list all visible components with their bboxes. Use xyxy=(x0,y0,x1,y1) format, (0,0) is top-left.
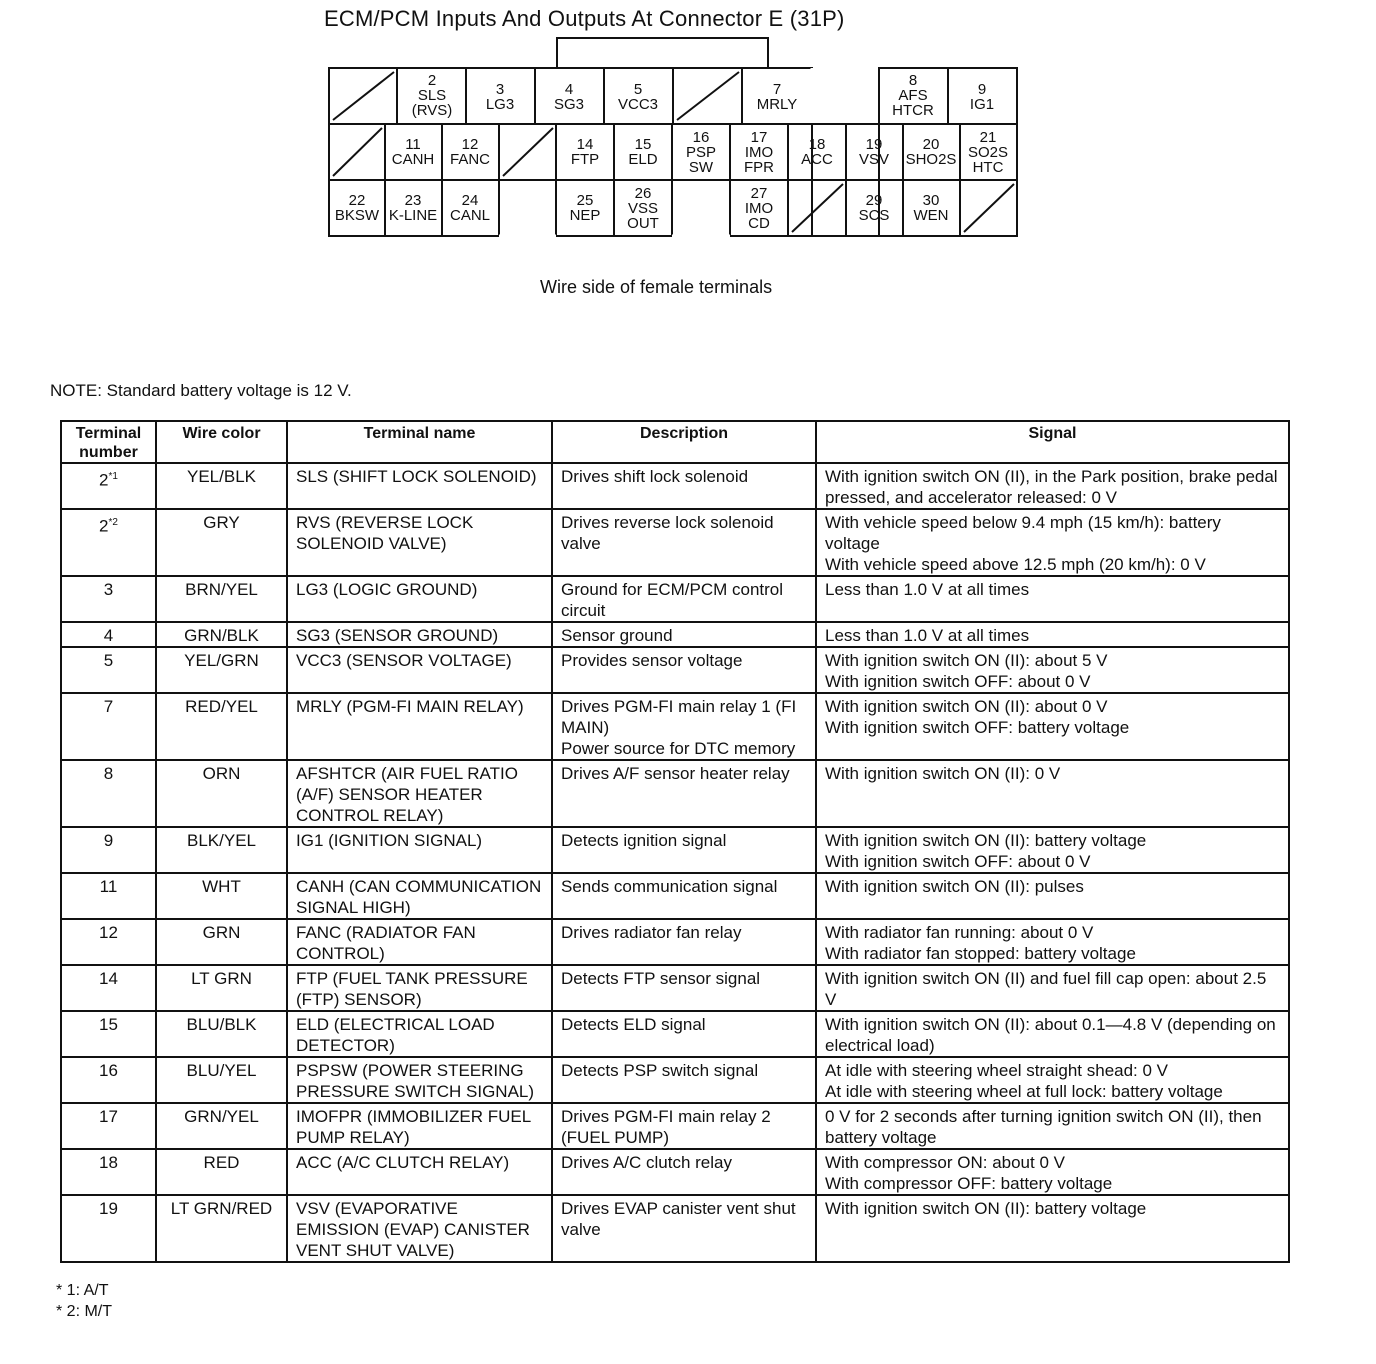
cell-terminal-number: 7 xyxy=(61,693,156,760)
terminal-23-label: 23 K-LINE xyxy=(388,192,438,224)
cell-signal: With ignition switch ON (II): battery voltage With ignition switch OFF: about 0 V xyxy=(816,827,1289,873)
table-row xyxy=(61,622,1289,647)
cell-terminal-name: MRLY (PGM-FI MAIN RELAY) xyxy=(287,693,552,760)
terminal-30-label: 30 WEN xyxy=(913,192,949,224)
terminal-9-label: 9 IG1 xyxy=(969,81,995,113)
terminal-29-label: 29 SCS xyxy=(858,192,890,224)
cell-description: Drives reverse lock solenoid valve xyxy=(552,509,816,576)
cell-signal: With ignition switch ON (II): about 5 V With ignition switch OFF: about 0 V xyxy=(816,647,1289,693)
table-row xyxy=(61,965,1289,1011)
cell-description: Drives EVAP canister vent shut valve xyxy=(552,1195,816,1262)
cell-signal: With ignition switch ON (II): about 0.1—4.8 V (depending on electrical load) xyxy=(816,1011,1289,1057)
cell-wire-color: BLU/BLK xyxy=(156,1011,287,1057)
cell-wire-color: GRN/YEL xyxy=(156,1103,287,1149)
cell-wire-color: ORN xyxy=(156,760,287,827)
cell-signal: With ignition switch ON (II) and fuel fill cap open: about 2.5 V xyxy=(816,965,1289,1011)
cell-signal: With ignition switch ON (II): 0 V xyxy=(816,760,1289,827)
cell-wire-color: GRN xyxy=(156,919,287,965)
cell-wire-color: GRN/BLK xyxy=(156,622,287,647)
header-terminal-name: Terminal name xyxy=(287,421,552,463)
cell-terminal-name: PSPSW (POWER STEERING PRESSURE SWITCH SIGNAL) xyxy=(287,1057,552,1103)
cell-wire-color: BLK/YEL xyxy=(156,827,287,873)
table-row xyxy=(61,919,1289,965)
cell-terminal-number: 19 xyxy=(61,1195,156,1262)
cell-signal: With radiator fan running: about 0 V With radiator fan stopped: battery voltage xyxy=(816,919,1289,965)
terminal-20-label: 20 SHO2S xyxy=(905,136,957,168)
cell-terminal-number: 16 xyxy=(61,1057,156,1103)
cell-terminal-number: 3 xyxy=(61,576,156,622)
cell-terminal-name: LG3 (LOGIC GROUND) xyxy=(287,576,552,622)
terminal-15-label: 15 ELD xyxy=(628,136,658,168)
terminal-11-label: 11 CANH xyxy=(391,136,435,168)
cell-signal: 0 V for 2 seconds after turning ignition switch ON (II), then battery voltage xyxy=(816,1103,1289,1149)
cell-terminal-name: SG3 (SENSOR GROUND) xyxy=(287,622,552,647)
terminal-8-label: 8 AFS HTCR xyxy=(892,72,934,119)
cell-description: Sensor ground xyxy=(552,622,816,647)
cell-terminal-name: FANC (RADIATOR FAN CONTROL) xyxy=(287,919,552,965)
cell-description: Ground for ECM/PCM control circuit xyxy=(552,576,816,622)
terminal-14-label: 14 FTP xyxy=(570,136,600,168)
header-signal: Signal xyxy=(816,421,1289,463)
cell-signal: Less than 1.0 V at all times xyxy=(816,622,1289,647)
table-row xyxy=(61,1195,1289,1262)
footnote-1: * 1: A/T xyxy=(56,1282,109,1299)
terminal-2-label: 2 SLS (RVS) xyxy=(411,72,453,119)
terminal-5-label: 5 VCC3 xyxy=(617,81,659,113)
table-header-row xyxy=(61,421,1289,463)
header-wire-color: Wire color xyxy=(156,421,287,463)
table-row xyxy=(61,509,1289,576)
cell-terminal-name: IG1 (IGNITION SIGNAL) xyxy=(287,827,552,873)
table-row xyxy=(61,1149,1289,1195)
cell-signal: Less than 1.0 V at all times xyxy=(816,576,1289,622)
cell-description: Drives A/F sensor heater relay xyxy=(552,760,816,827)
cell-terminal-name: FTP (FUEL TANK PRESSURE (FTP) SENSOR) xyxy=(287,965,552,1011)
cell-terminal-name: ELD (ELECTRICAL LOAD DETECTOR) xyxy=(287,1011,552,1057)
table-row xyxy=(61,693,1289,760)
cell-terminal-number: 2$^{*1}$ xyxy=(61,463,156,509)
table-row xyxy=(61,647,1289,693)
cell-description: Drives radiator fan relay xyxy=(552,919,816,965)
cell-terminal-name: RVS (REVERSE LOCK SOLENOID VALVE) xyxy=(287,509,552,576)
cell-wire-color: YEL/GRN xyxy=(156,647,287,693)
cell-terminal-name: CANH (CAN COMMUNICATION SIGNAL HIGH) xyxy=(287,873,552,919)
cell-wire-color: WHT xyxy=(156,873,287,919)
table-row xyxy=(61,1057,1289,1103)
cell-wire-color: LT GRN/RED xyxy=(156,1195,287,1262)
cell-terminal-number: 18 xyxy=(61,1149,156,1195)
cell-signal: With ignition switch ON (II): battery voltage xyxy=(816,1195,1289,1262)
cell-terminal-name: IMOFPR (IMMOBILIZER FUEL PUMP RELAY) xyxy=(287,1103,552,1149)
terminal-18-label: 18 ACC xyxy=(801,136,833,168)
terminal-3-label: 3 LG3 xyxy=(485,81,515,113)
terminal-24-label: 24 CANL xyxy=(449,192,491,224)
cell-terminal-number: 2$^{*2}$ xyxy=(61,509,156,576)
terminal-4-label: 4 SG3 xyxy=(553,81,585,113)
page-title: ECM/PCM Inputs And Outputs At Connector E (31P) xyxy=(324,6,845,31)
cell-wire-color: BLU/YEL xyxy=(156,1057,287,1103)
cell-terminal-number: 5 xyxy=(61,647,156,693)
terminal-22-label: 22 BKSW xyxy=(334,192,380,224)
table-row xyxy=(61,827,1289,873)
terminal-7-label: 7 MRLY xyxy=(756,81,798,113)
cell-signal: With ignition switch ON (II): pulses xyxy=(816,873,1289,919)
header-terminal-number: Terminal number xyxy=(61,421,156,463)
table-row xyxy=(61,1011,1289,1057)
cell-terminal-name: VSV (EVAPORATIVE EMISSION (EVAP) CANISTER VENT SHUT VALVE) xyxy=(287,1195,552,1262)
cell-terminal-number: 17 xyxy=(61,1103,156,1149)
cell-description: Drives PGM-FI main relay 2 (FUEL PUMP) xyxy=(552,1103,816,1149)
cell-terminal-name: VCC3 (SENSOR VOLTAGE) xyxy=(287,647,552,693)
cell-description: Drives shift lock solenoid xyxy=(552,463,816,509)
cell-description: Drives A/C clutch relay xyxy=(552,1149,816,1195)
cell-wire-color: GRY xyxy=(156,509,287,576)
cell-terminal-number: 15 xyxy=(61,1011,156,1057)
connector-caption: Wire side of female terminals xyxy=(540,277,773,297)
table-row xyxy=(61,1103,1289,1149)
terminal-26-label: 26 VSS OUT xyxy=(627,185,659,232)
cell-signal: With ignition switch ON (II), in the Park position, brake pedal pressed, and accelerator released: 0 V xyxy=(816,463,1289,509)
cell-wire-color: BRN/YEL xyxy=(156,576,287,622)
terminal-21-label: 21 SO2S HTC xyxy=(967,129,1009,176)
cell-terminal-name: AFSHTCR (AIR FUEL RATIO (A/F) SENSOR HEATER CONTROL RELAY) xyxy=(287,760,552,827)
cell-terminal-number: 4 xyxy=(61,622,156,647)
terminal-19-label: 19 VSV xyxy=(858,136,890,168)
cell-terminal-name: SLS (SHIFT LOCK SOLENOID) xyxy=(287,463,552,509)
cell-wire-color: RED xyxy=(156,1149,287,1195)
terminal-16-label: 16 PSP SW xyxy=(685,129,717,176)
cell-wire-color: LT GRN xyxy=(156,965,287,1011)
cell-wire-color: RED/YEL xyxy=(156,693,287,760)
cell-terminal-number: 14 xyxy=(61,965,156,1011)
header-description: Description xyxy=(552,421,816,463)
cell-terminal-number: 12 xyxy=(61,919,156,965)
terminal-25-label: 25 NEP xyxy=(569,192,601,224)
footnote-2: * 2: M/T xyxy=(56,1303,113,1320)
cell-signal: At idle with steering wheel straight shead: 0 V At idle with steering wheel at full lock: battery voltage xyxy=(816,1057,1289,1103)
cell-description: Detects ignition signal xyxy=(552,827,816,873)
cell-terminal-number: 8 xyxy=(61,760,156,827)
cell-signal: With compressor ON: about 0 V With compressor OFF: battery voltage xyxy=(816,1149,1289,1195)
cell-description: Detects FTP sensor signal xyxy=(552,965,816,1011)
cell-signal: With vehicle speed below 9.4 mph (15 km/h): battery voltage With vehicle speed above 12.5 mph (20 km/h): 0 V xyxy=(816,509,1289,576)
signal-table xyxy=(60,420,1290,1263)
table-row xyxy=(61,463,1289,509)
table-row xyxy=(61,760,1289,827)
cell-wire-color: YEL/BLK xyxy=(156,463,287,509)
connector-diagram xyxy=(0,0,1376,300)
cell-description: Detects ELD signal xyxy=(552,1011,816,1057)
terminal-12-label: 12 FANC xyxy=(449,136,491,168)
note-text: NOTE: Standard battery voltage is 12 V. xyxy=(50,381,352,400)
table-row xyxy=(61,576,1289,622)
footnotes xyxy=(56,1280,112,1322)
cell-terminal-name: ACC (A/C CLUTCH RELAY) xyxy=(287,1149,552,1195)
cell-description: Drives PGM-FI main relay 1 (FI MAIN) Power source for DTC memory xyxy=(552,693,816,760)
connector-key-tab xyxy=(557,38,768,68)
terminal-27-label: 27 IMO CD xyxy=(744,185,774,232)
cell-description: Provides sensor voltage xyxy=(552,647,816,693)
footnote-marker: *2 xyxy=(108,517,118,528)
table-row xyxy=(61,873,1289,919)
cell-terminal-number: 11 xyxy=(61,873,156,919)
terminal-17-label: 17 IMO FPR xyxy=(744,129,774,176)
cell-description: Detects PSP switch signal xyxy=(552,1057,816,1103)
cell-terminal-number: 9 xyxy=(61,827,156,873)
cell-description: Sends communication signal xyxy=(552,873,816,919)
cell-signal: With ignition switch ON (II): about 0 V With ignition switch OFF: battery voltage xyxy=(816,693,1289,760)
footnote-marker: *1 xyxy=(108,471,118,482)
